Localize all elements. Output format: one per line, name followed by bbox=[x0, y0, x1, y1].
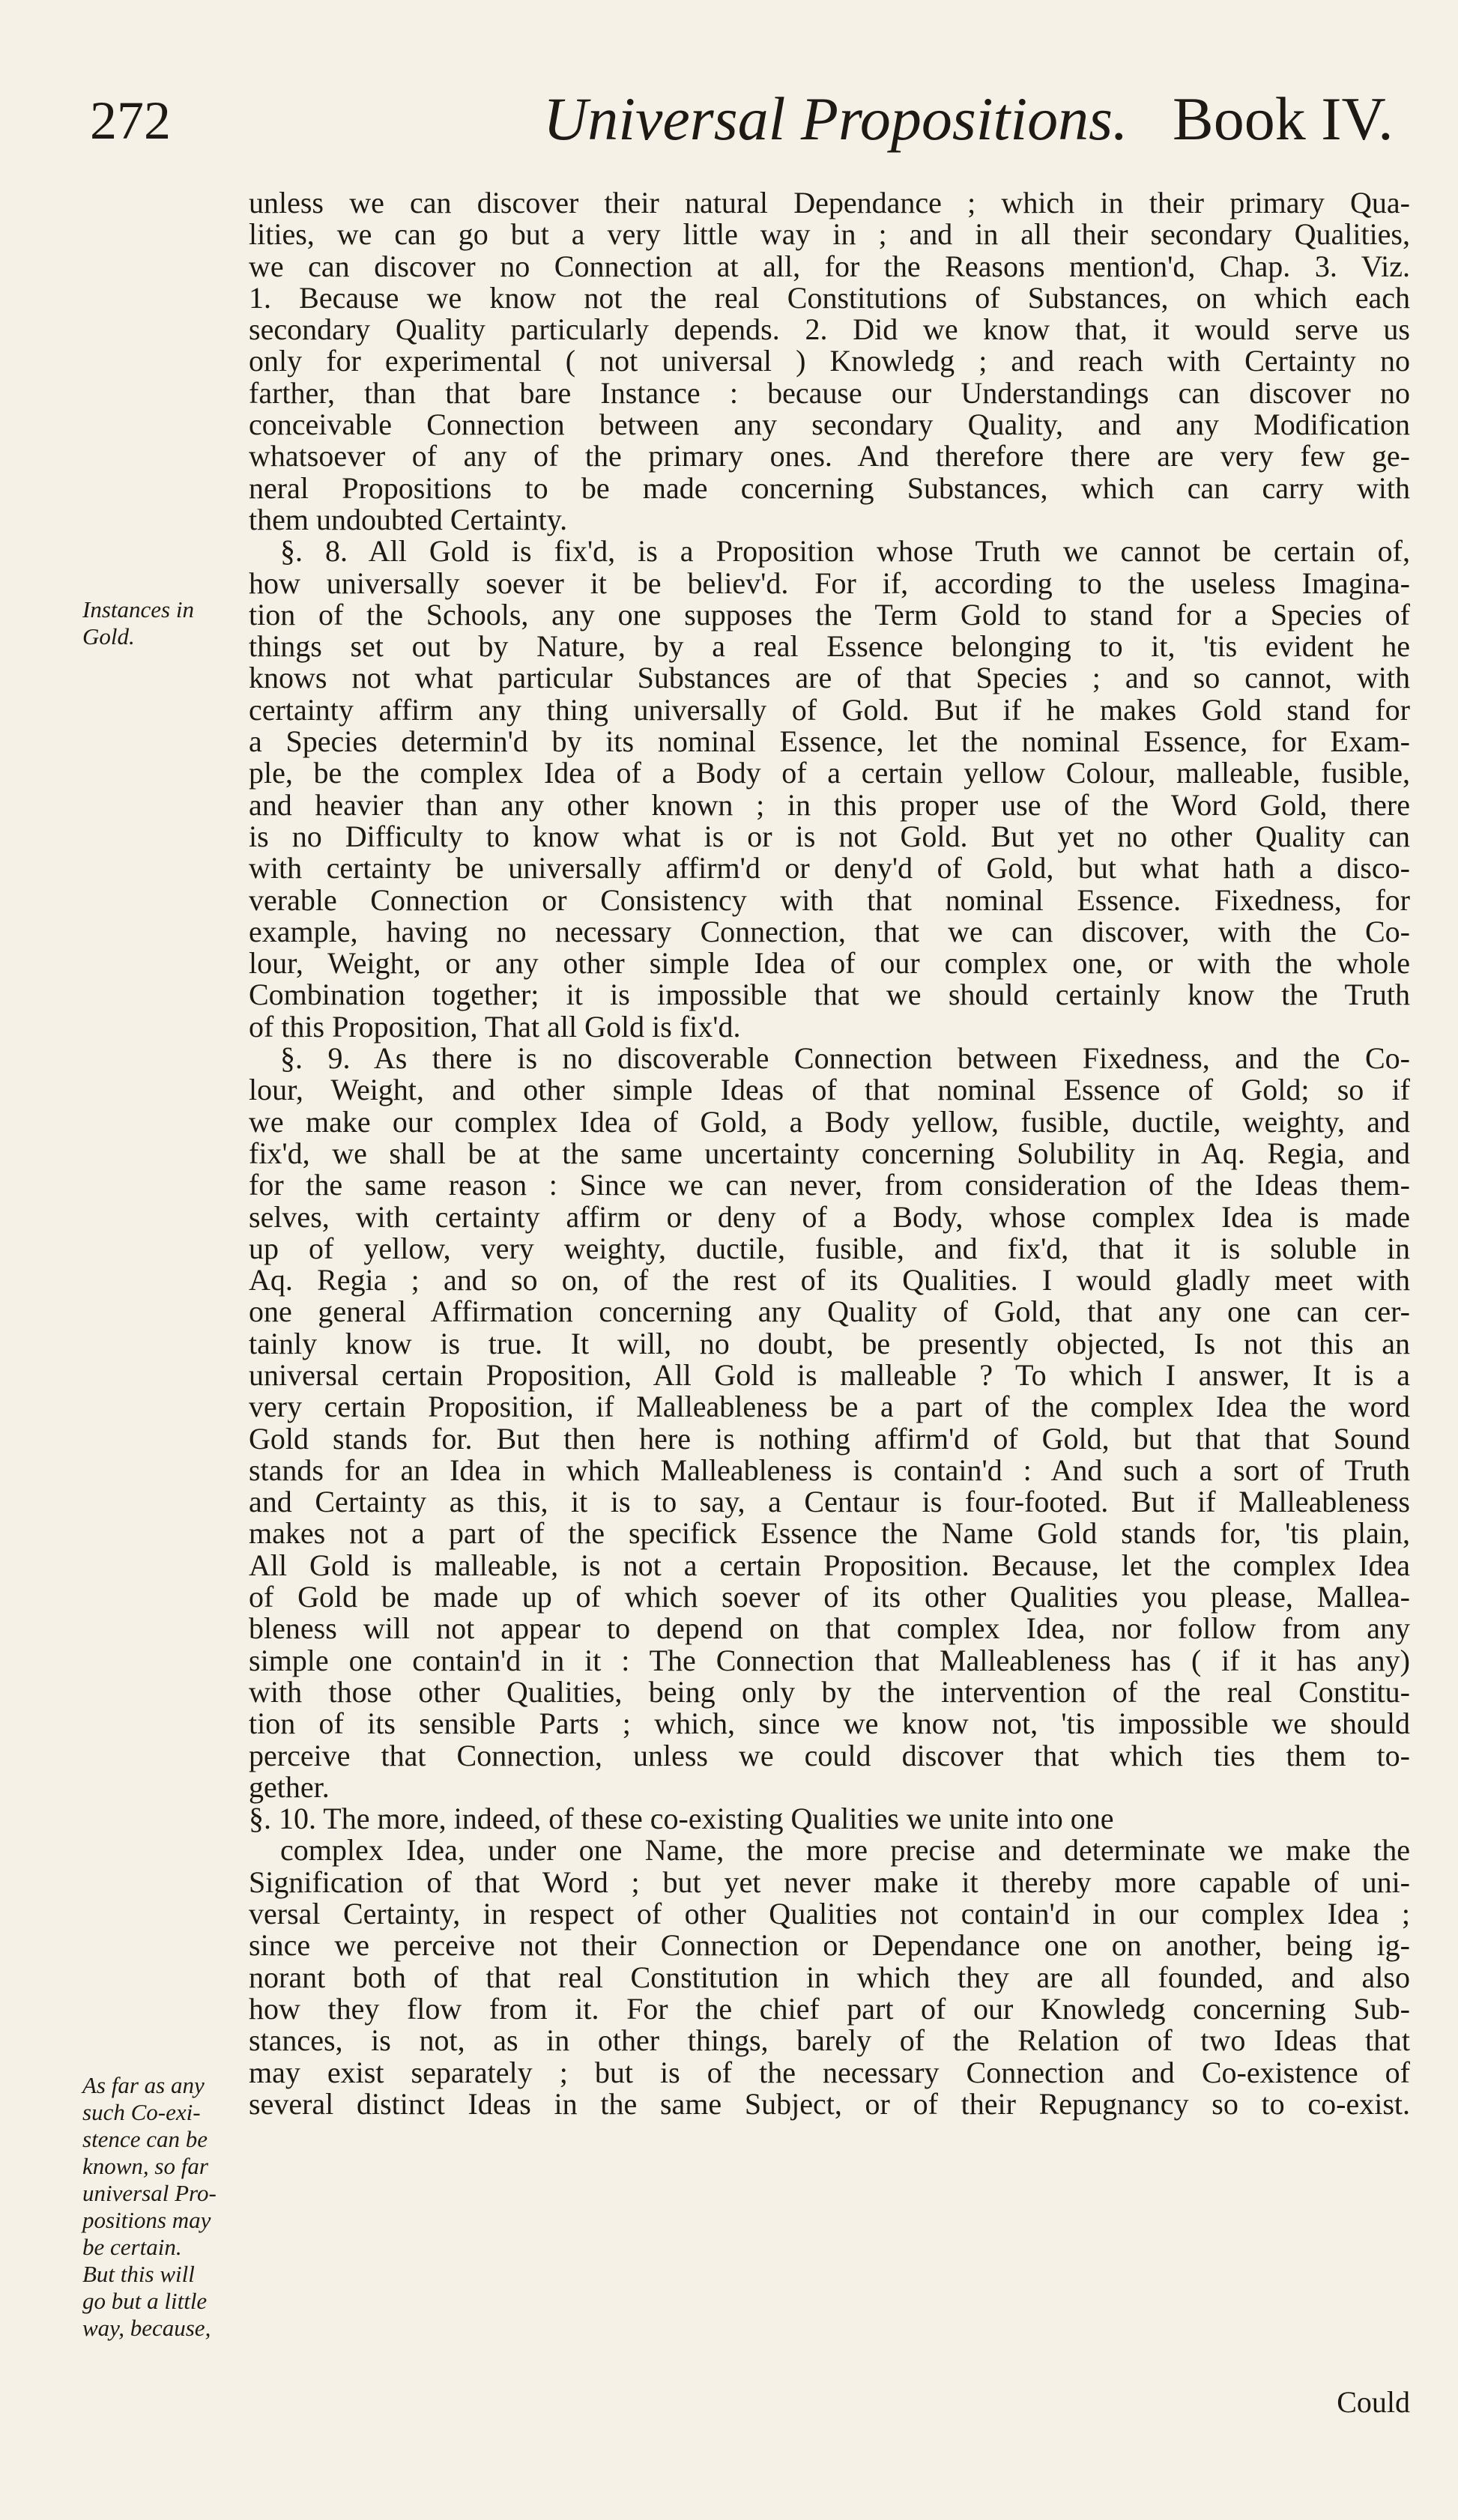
text-line: versal Certainty, in respect of other Qualities not contain'd in our complex Idea ; bbox=[249, 1897, 1410, 1931]
text-line: verable Connection or Consistency with that nominal Essence. Fixedness, for bbox=[249, 882, 1410, 917]
book-label: Book IV. bbox=[1173, 85, 1394, 153]
text-line: norant both of that real Constitution in which they are all founded, and also bbox=[249, 1960, 1410, 1994]
text-line: knows not what particular Substances are of that Species ; and so cannot, with bbox=[249, 661, 1410, 695]
text-line: universal certain Proposition, All Gold is malleable ? To which I answer, It is a bbox=[249, 1357, 1410, 1392]
text-line: we can discover no Connection at all, for the Reasons mention'd, Chap. 3. Viz. bbox=[249, 249, 1410, 283]
text-line: things set out by Nature, by a real Essence belonging to it, 'tis evident he bbox=[249, 629, 1410, 664]
text-line: unless we can discover their natural Dependance ; which in their primary Qua- bbox=[249, 186, 1410, 219]
text-line: lities, we can go but a very little way in ; and in all their secondary Qualities, bbox=[249, 217, 1410, 252]
text-line: §. 8. All Gold is fix'd, is a Proposition whose Truth we cannot be certain of, bbox=[280, 534, 1410, 569]
text-line: gether. bbox=[249, 1769, 330, 1804]
text-line: conceivable Connection between any secondary Quality, and any Modification bbox=[249, 408, 1410, 442]
text-line: fix'd, we shall be at the same uncertainty concerning Solubility in Aq. Regia, and bbox=[249, 1136, 1410, 1170]
text-line: Aq. Regia ; and so on, of the rest of its Qualities. I would gladly meet with bbox=[249, 1263, 1410, 1297]
text-line: with those other Qualities, being only by the intervention of the real Constitu- bbox=[249, 1674, 1410, 1709]
text-line: ple, be the complex Idea of a Body of a certain yellow Colour, malleable, fusible, bbox=[249, 756, 1410, 790]
text-line: for the same reason : Since we can never, from consideration of the Ideas them- bbox=[249, 1168, 1410, 1202]
catchword: Could bbox=[1337, 2385, 1410, 2419]
text-line: Gold stands for. But then here is nothing affirm'd of Gold, but that that Sound bbox=[249, 1421, 1410, 1456]
text-line: All Gold is malleable, is not a certain Proposition. Because, let the complex Idea bbox=[249, 1548, 1410, 1582]
text-line: §. 9. As there is no discoverable Connection between Fixedness, and the Co- bbox=[280, 1041, 1410, 1076]
text-line: a Species determin'd by its nominal Essence, let the nominal Essence, for Exam- bbox=[249, 724, 1410, 759]
text-line: how they flow from it. For the chief part of our Knowledg concerning Sub- bbox=[249, 1991, 1410, 2026]
text-line: perceive that Connection, unless we could discover that which ties them to- bbox=[249, 1738, 1410, 1772]
text-line: whatsoever of any of the primary ones. And therefore there are very few ge- bbox=[249, 439, 1410, 473]
text-line: lour, Weight, and other simple Ideas of that nominal Essence of Gold; so if bbox=[249, 1073, 1410, 1107]
text-line: secondary Quality particularly depends. 2. Did we know that, it would serve us bbox=[249, 312, 1410, 347]
text-line: tion of the Schools, any one supposes the Term Gold to stand for a Species of bbox=[249, 597, 1410, 631]
text-line: them undoubted Certainty. bbox=[249, 502, 568, 536]
text-line: one general Affirmation concerning any Quality of Gold, that any one can cer- bbox=[249, 1294, 1410, 1329]
text-line: certainty affirm any thing universally of Gold. But if he makes Gold stand for bbox=[249, 692, 1410, 727]
text-line: of Gold be made up of which soever of its other Qualities you please, Mallea- bbox=[249, 1580, 1410, 1614]
text-line: and Certainty as this, it is to say, a Centaur is four-footed. But if Malleableness bbox=[249, 1485, 1410, 1519]
text-line: Signification of that Word ; but yet never make it thereby more capable of uni- bbox=[249, 1865, 1410, 1899]
text-line: complex Idea, under one Name, the more precise and determinate we make the bbox=[280, 1833, 1410, 1868]
text-line: and heavier than any other known ; in this proper use of the Word Gold, there bbox=[249, 787, 1410, 822]
text-line: very certain Proposition, if Malleableness be a part of the complex Idea the word bbox=[249, 1390, 1410, 1424]
text-line: tainly know is true. It will, no doubt, be presently objected, Is not this an bbox=[249, 1326, 1410, 1360]
margin-note-text: Instances in Gold. bbox=[82, 596, 194, 649]
text-line: stances, is not, as in other things, barely of the Relation of two Ideas that bbox=[249, 2023, 1410, 2058]
text-line: bleness will not appear to depend on that complex Idea, nor follow from any bbox=[249, 1611, 1410, 1646]
text-line: only for experimental ( not universal ) Knowledg ; and reach with Certainty no bbox=[249, 344, 1410, 378]
page-number: 272 bbox=[90, 91, 171, 151]
text-line: Combination together; it is impossible that we should certainly know the Truth bbox=[249, 978, 1410, 1012]
text-line: makes not a part of the specifick Essence the Name Gold stands for, 'tis plain, bbox=[249, 1516, 1410, 1551]
text-line: with certainty be universally affirm'd or deny'd of Gold, but what hath a disco- bbox=[249, 851, 1410, 885]
margin-note-instances bbox=[82, 596, 241, 650]
text-line: selves, with certainty affirm or deny of a Body, whose complex Idea is made bbox=[249, 1199, 1410, 1234]
text-line: is no Difficulty to know what is or is not Gold. But yet no other Quality can bbox=[249, 819, 1410, 853]
text-line: since we perceive not their Connection or Dependance one on another, being ig- bbox=[249, 1928, 1410, 1963]
text-line: how universally soever it be believ'd. For if, according to the useless Imagina- bbox=[249, 566, 1410, 600]
text-line: simple one contain'd in it : The Connection that Malleableness has ( if it has any) bbox=[249, 1643, 1410, 1677]
text-line: example, having no necessary Connection, that we can discover, with the Co- bbox=[249, 914, 1410, 948]
margin-note-coexistence bbox=[82, 2072, 241, 2342]
text-line: lour, Weight, or any other simple Idea of our complex one, or with the whole bbox=[249, 946, 1410, 981]
text-line: §. 10. The more, indeed, of these co-existing Qualities we unite into one bbox=[249, 1802, 1114, 1836]
text-line: of this Proposition, That all Gold is fix'd. bbox=[249, 1009, 741, 1044]
text-line: stands for an Idea in which Malleableness is contain'd : And such a sort of Truth bbox=[249, 1453, 1410, 1487]
body-text bbox=[249, 187, 1410, 2120]
text-line: up of yellow, very weighty, ductile, fusible, and fix'd, that it is soluble in bbox=[249, 1231, 1410, 1265]
margin-note-text: As far as any such Co-exi- stence can be known, so far universal Pro- positions may be certain. But this will go but a little way, because, bbox=[82, 2072, 217, 2341]
text-line: several distinct Ideas in the same Subject, or of their Repugnancy so to co-exist. bbox=[249, 2086, 1410, 2121]
text-line: neral Propositions to be made concerning Substances, which can carry with bbox=[249, 470, 1410, 505]
text-line: we make our complex Idea of Gold, a Body yellow, fusible, ductile, weighty, and bbox=[249, 1104, 1410, 1139]
text-line: tion of its sensible Parts ; which, since we know not, 'tis impossible we should bbox=[249, 1706, 1410, 1741]
text-line: may exist separately ; but is of the necessary Connection and Co-existence of bbox=[249, 2055, 1410, 2089]
running-title: Universal Propositions. bbox=[543, 85, 1128, 153]
text-line: farther, than that bare Instance : because our Understandings can discover no bbox=[249, 375, 1410, 410]
text-line: 1. Because we know not the real Constitutions of Substances, on which each bbox=[249, 280, 1410, 315]
